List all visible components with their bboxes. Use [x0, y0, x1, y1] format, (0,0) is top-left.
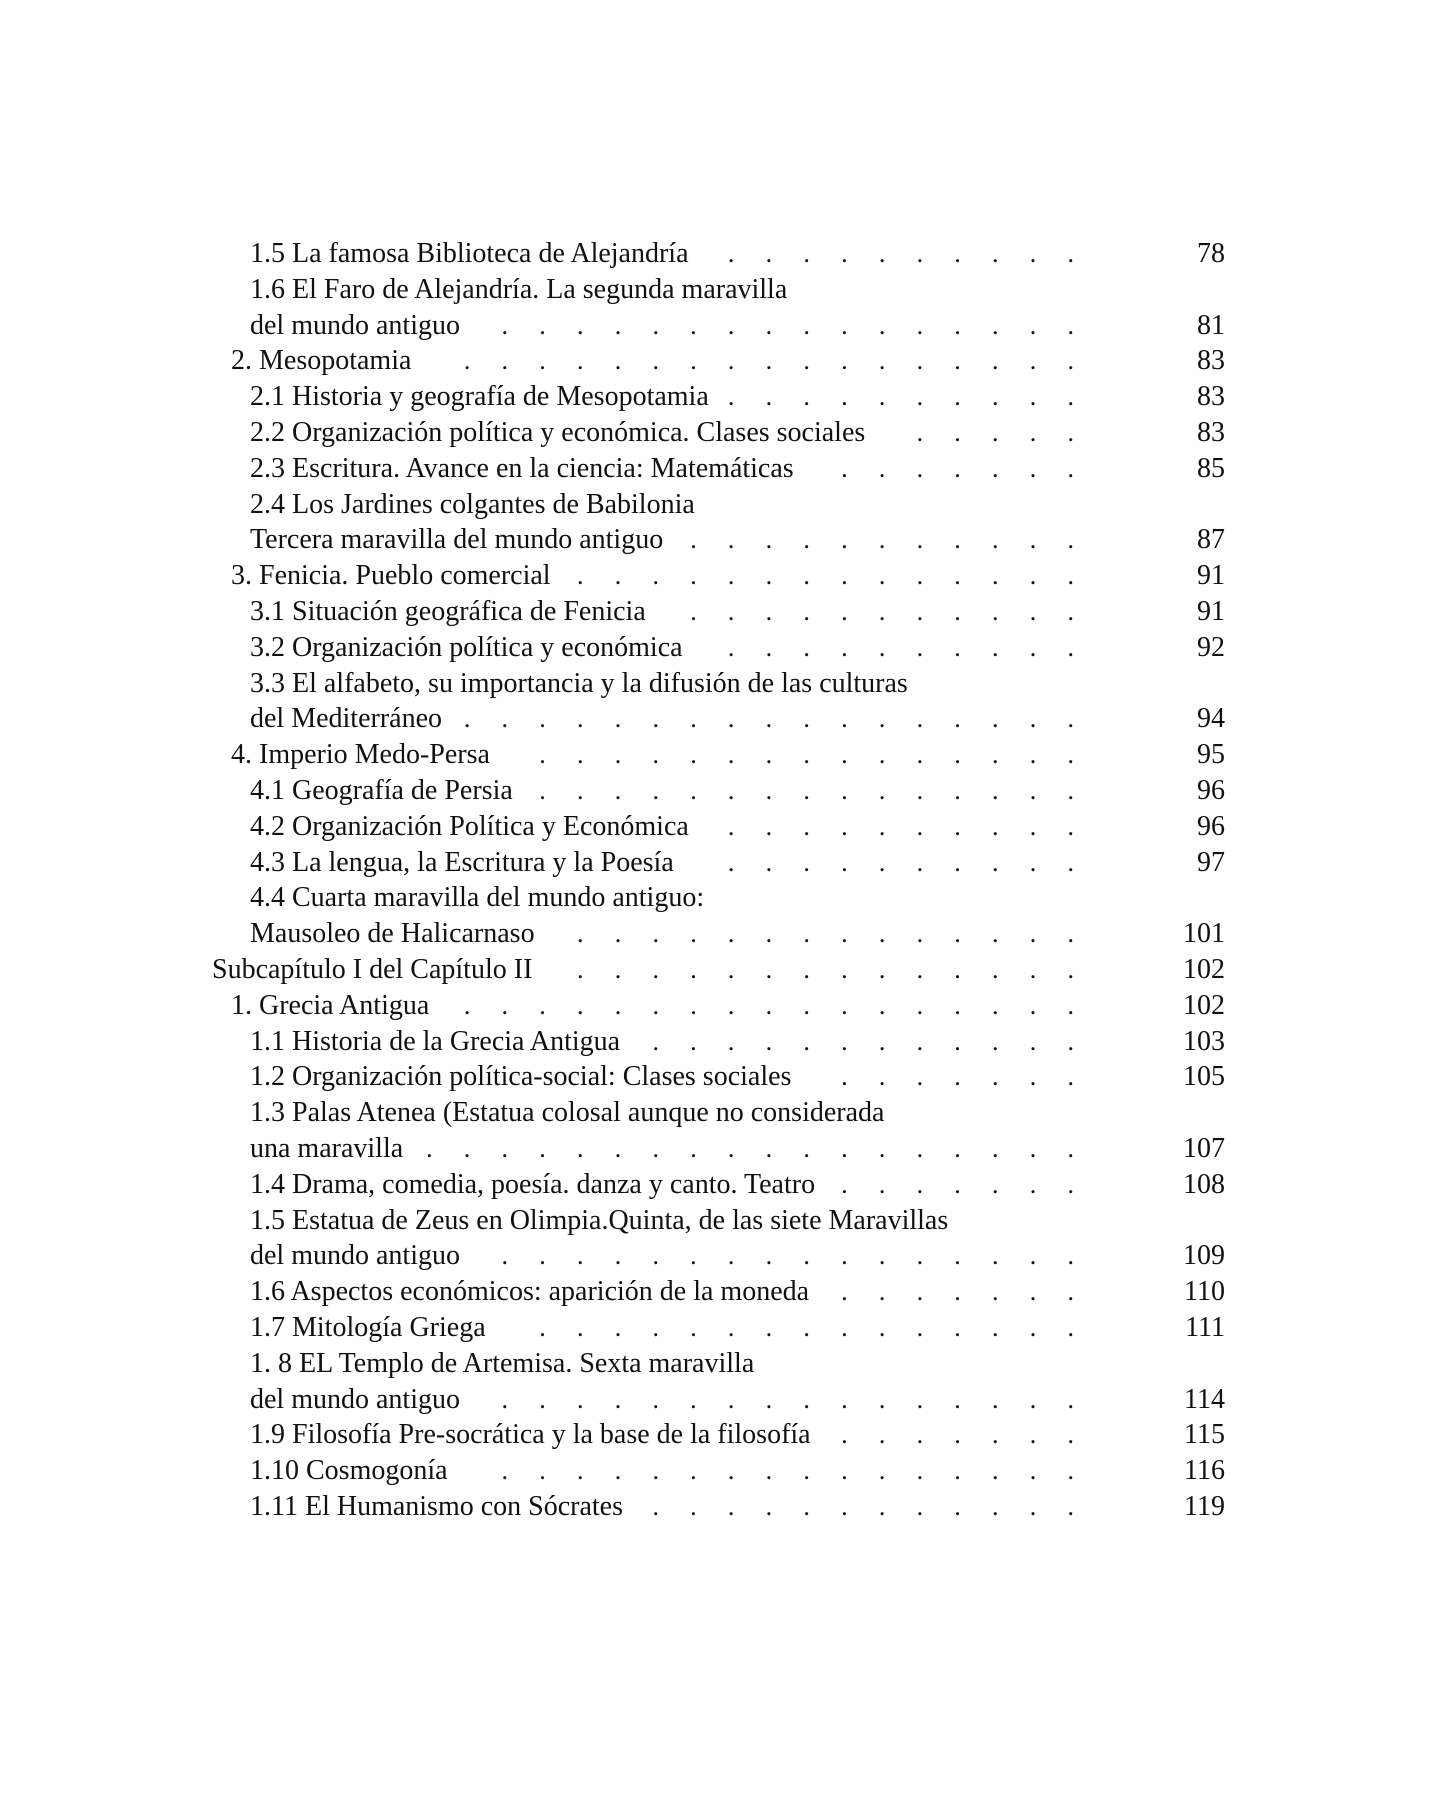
toc-line [0, 1095, 1448, 1131]
toc-entry-title: 4.1 Geografía de Persia [250, 774, 513, 806]
toc-line [0, 379, 1448, 415]
toc-page-number: 87 [1197, 524, 1225, 556]
toc-line [0, 522, 1448, 558]
toc-line [0, 558, 1448, 594]
dot-leader: . . . . . . . . . . . . . . . . . [463, 704, 1074, 734]
toc-page-number: 116 [1184, 1455, 1225, 1487]
toc-line [0, 952, 1448, 988]
toc-page-number: 102 [1183, 989, 1225, 1021]
toc-entry-title: 1.4 Drama, comedia, poesía. danza y canto. Teatro [250, 1168, 816, 1200]
toc-line [0, 1274, 1448, 1310]
toc-line [0, 1203, 1448, 1239]
toc-line [0, 1417, 1448, 1453]
dot-leader: . . . . . . . . . . [727, 632, 1074, 662]
toc-line [0, 415, 1448, 451]
dot-leader: . . . . . . . . . . . . . . [577, 954, 1074, 984]
toc-page-number: 107 [1183, 1132, 1225, 1164]
toc-line [0, 809, 1448, 845]
toc-entry-title: 1.7 Mitología Griega [250, 1311, 486, 1343]
toc-entry-title: 3. Fenicia. Pueblo comercial [231, 560, 551, 592]
dot-leader: . . . . . . . . . . . [690, 525, 1074, 555]
toc-entry-title: 1.6 El Faro de Alejandría. La segunda maravilla [250, 273, 788, 305]
toc-entry-title: 3.1 Situación geográfica de Fenicia [250, 595, 646, 627]
toc-page-number: 83 [1197, 416, 1225, 448]
toc-entry-title: 1. Grecia Antigua [231, 989, 430, 1021]
toc-page-number: 94 [1197, 703, 1225, 735]
dot-leader: . . . . . . . . . . . . . . . . [501, 1384, 1074, 1414]
toc-entry-title: 1.9 Filosofía Pre-socrática y la base de la filosofía [250, 1419, 811, 1451]
toc-page-number: 83 [1197, 381, 1225, 413]
dot-leader: . . . . . . . . . . . [690, 596, 1074, 626]
toc-entry-title: 1.5 La famosa Biblioteca de Alejandría [250, 238, 689, 269]
dot-leader: . . . . . . . . . . . . [652, 1491, 1074, 1521]
toc-line [0, 487, 1448, 523]
toc-entry-title: Subcapítulo I del Capítulo II [212, 953, 533, 985]
toc-entry-title: 2.4 Los Jardines colgantes de Babilonia [250, 488, 695, 520]
toc-entry-title: 4.4 Cuarta maravilla del mundo antiguo: [250, 882, 705, 914]
dot-leader: . . . . . . . . . . . . . . . . . . [426, 1133, 1074, 1163]
toc-line [0, 630, 1448, 666]
dot-leader: . . . . . . . . . . [727, 382, 1074, 412]
toc-line [0, 451, 1448, 487]
toc-entry-title-continued: Mausoleo de Halicarnaso [250, 918, 535, 950]
toc-line [0, 1489, 1448, 1525]
toc-entry-title: 3.2 Organización política y económica [250, 631, 683, 663]
toc-entry-title: 1.10 Cosmogonía [250, 1455, 448, 1487]
toc-entry-title: 1.6 Aspectos económicos: aparición de la moneda [250, 1276, 810, 1308]
toc-line [0, 737, 1448, 773]
toc-line [0, 1310, 1448, 1346]
toc-page-number: 78 [1197, 238, 1225, 269]
toc-entry-title: 4.3 La lengua, la Escritura y la Poesía [250, 846, 674, 878]
dot-leader: . . . . . . . . . . . . . . . . . [463, 346, 1074, 376]
toc-line [0, 1453, 1448, 1489]
toc-page-number: 110 [1184, 1276, 1225, 1308]
toc-entry-title: 1.3 Palas Atenea (Estatua colosal aunque no considerada [250, 1097, 885, 1129]
toc-page-number: 96 [1197, 810, 1225, 842]
toc-page-number: 95 [1197, 739, 1225, 771]
toc-entry-title: 1. 8 EL Templo de Artemisa. Sexta maravilla [250, 1347, 755, 1379]
dot-leader: . . . . . . . . . . . . . . . . [501, 1456, 1074, 1486]
toc-line [0, 845, 1448, 881]
dot-leader: . . . . . . . [841, 1062, 1074, 1092]
toc-line [0, 594, 1448, 630]
toc-entry-title: 2. Mesopotamia [231, 345, 412, 377]
toc-line [0, 916, 1448, 952]
toc-page-number: 109 [1183, 1240, 1225, 1272]
dot-leader: . . . . . . . . . . [727, 811, 1074, 841]
dot-leader: . . . . . . . . . . . . . . . [539, 740, 1074, 770]
dot-leader: . . . . . . . . . . . . . . [577, 561, 1074, 591]
toc-line [0, 880, 1448, 916]
toc-line [0, 701, 1448, 737]
toc-entry-title-continued: Tercera maravilla del mundo antiguo [250, 524, 664, 556]
toc-entry-title: 1.2 Organización política-social: Clases sociales [250, 1061, 792, 1093]
toc-entry-title-continued: del mundo antiguo [250, 309, 460, 341]
toc-line [0, 988, 1448, 1024]
toc-page-number: 102 [1183, 953, 1225, 985]
dot-leader: . . . . . . . . . . . . [652, 1026, 1074, 1056]
dot-leader: . . . . . . . . . . . . . . [577, 919, 1074, 949]
toc-page-number: 105 [1183, 1061, 1225, 1093]
toc-line [0, 1131, 1448, 1167]
toc-line [0, 236, 1448, 272]
toc-line [0, 308, 1448, 344]
dot-leader: . . . . . . . . . . . . . . . . . [463, 990, 1074, 1020]
dot-leader: . . . . . . . [841, 1420, 1074, 1450]
toc-line [0, 1024, 1448, 1060]
dot-leader: . . . . . . . . . . [727, 239, 1074, 268]
toc-line [0, 773, 1448, 809]
toc-page-number: 108 [1183, 1168, 1225, 1200]
dot-leader: . . . . . . . . . . . . . . . . [501, 1241, 1074, 1271]
dot-leader: . . . . . . . [841, 453, 1074, 483]
toc-page-number: 97 [1197, 846, 1225, 878]
toc-entry-title: 2.2 Organización política y económica. Clases sociales [250, 416, 866, 448]
toc-entry-title: 2.1 Historia y geografía de Mesopotamia [250, 381, 709, 413]
toc-line [0, 1059, 1448, 1095]
toc-entry-title-continued: del Mediterráneo [250, 703, 443, 735]
dot-leader: . . . . . . . . . . . . . . . [539, 775, 1074, 805]
toc-entry-title: 2.3 Escritura. Avance en la ciencia: Matemáticas [250, 452, 794, 484]
toc-page-number: 85 [1197, 452, 1225, 484]
toc-page-number: 111 [1185, 1311, 1225, 1343]
dot-leader: . . . . . . . [841, 1169, 1074, 1199]
toc-page-number: 83 [1197, 345, 1225, 377]
toc-page-number: 91 [1197, 560, 1225, 592]
toc-page-number: 96 [1197, 774, 1225, 806]
dot-leader: . . . . . . . [841, 1277, 1074, 1307]
toc-entry-title: 3.3 El alfabeto, su importancia y la difusión de las culturas [250, 667, 908, 699]
toc-page-number: 115 [1184, 1419, 1225, 1451]
toc-line [0, 666, 1448, 702]
toc-entry-title: 1.11 El Humanismo con Sócrates [250, 1490, 624, 1522]
toc-entry-title-continued: del mundo antiguo [250, 1240, 460, 1272]
dot-leader: . . . . . . . . . . . . . . . [539, 1312, 1074, 1342]
toc-line [0, 1167, 1448, 1203]
toc-entry-title-continued: del mundo antiguo [250, 1383, 460, 1415]
toc-page-number: 101 [1183, 918, 1225, 950]
toc-page-number: 81 [1197, 309, 1225, 341]
table-of-contents [0, 236, 1448, 1525]
toc-page-number: 103 [1183, 1025, 1225, 1057]
toc-line [0, 272, 1448, 308]
toc-entry-title: 1.5 Estatua de Zeus en Olimpia.Quinta, de las siete Maravillas [250, 1204, 949, 1236]
dot-leader: . . . . . [916, 417, 1074, 447]
toc-page-number: 92 [1197, 631, 1225, 663]
toc-page-number: 119 [1184, 1490, 1225, 1522]
toc-page-number: 91 [1197, 595, 1225, 627]
toc-page-number: 114 [1184, 1383, 1225, 1415]
dot-leader: . . . . . . . . . . [727, 847, 1074, 877]
toc-line [0, 1346, 1448, 1382]
toc-entry-title-continued: una maravilla [250, 1132, 404, 1164]
dot-leader: . . . . . . . . . . . . . . . . [501, 310, 1074, 340]
toc-entry-title: 4.2 Organización Política y Económica [250, 810, 689, 842]
toc-line [0, 1382, 1448, 1418]
toc-entry-title: 4. Imperio Medo-Persa [231, 739, 490, 771]
toc-entry-title: 1.1 Historia de la Grecia Antigua [250, 1025, 621, 1057]
toc-line [0, 343, 1448, 379]
toc-line [0, 1238, 1448, 1274]
